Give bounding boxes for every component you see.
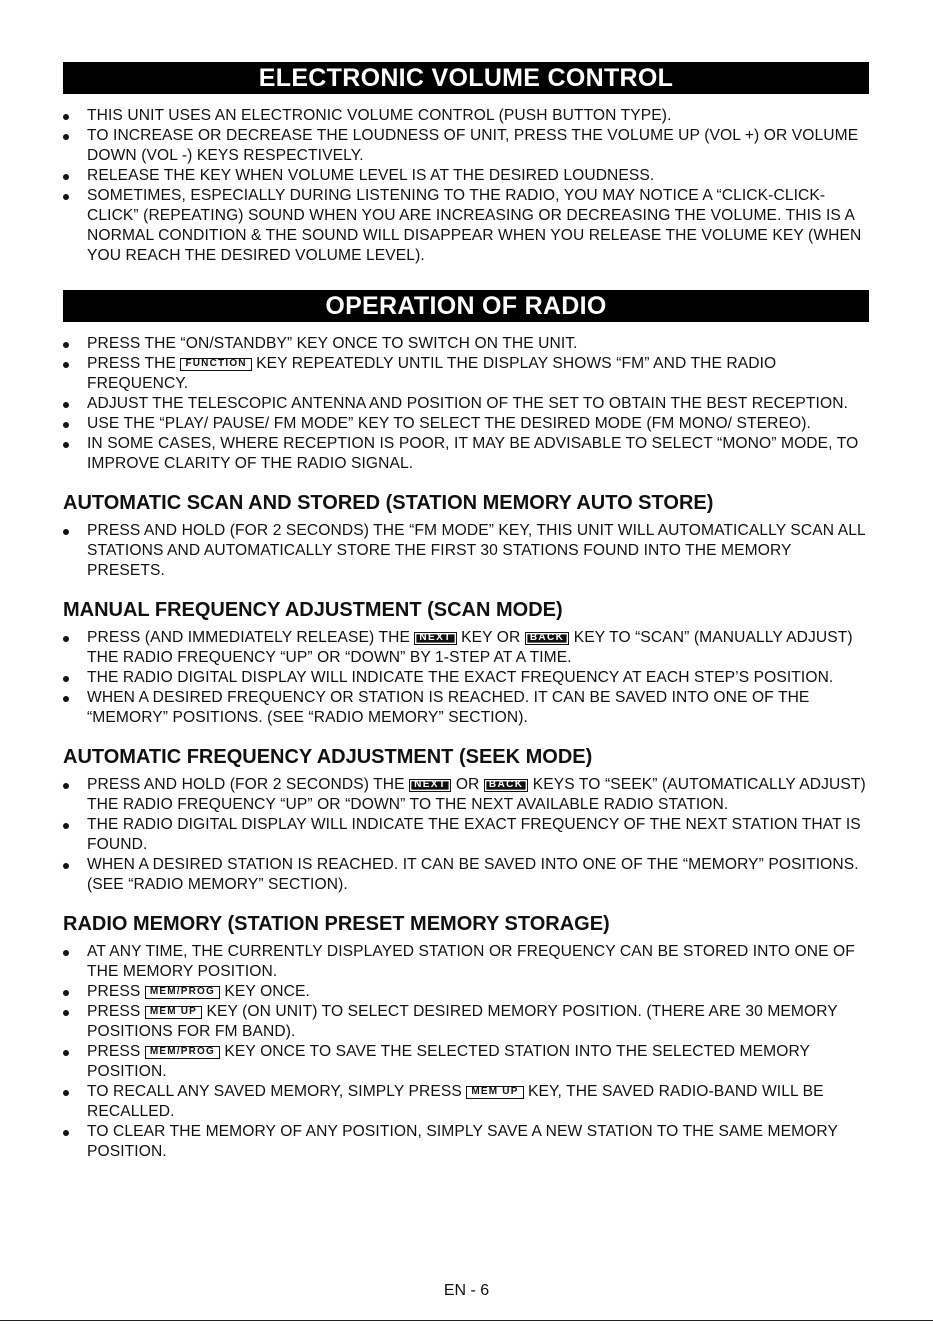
mem-up-key-icon: MEM UP bbox=[466, 1086, 523, 1099]
volume-list bbox=[63, 106, 869, 266]
list-item: THE RADIO DIGITAL DISPLAY WILL INDICATE THE EXACT FREQUENCY AT EACH STEP’S POSITION. bbox=[63, 668, 869, 688]
page-number: EN - 6 bbox=[443, 1282, 490, 1299]
section-banner-volume: ELECTRONIC VOLUME CONTROL bbox=[63, 62, 869, 94]
manual-list bbox=[63, 628, 869, 728]
list-item bbox=[63, 775, 869, 815]
back-key-icon: BACK bbox=[525, 632, 570, 645]
heading-radio-memory: RADIO MEMORY (STATION PRESET MEMORY STORAGE) bbox=[63, 913, 610, 935]
list-item: RELEASE THE KEY WHEN VOLUME LEVEL IS AT THE DESIRED LOUDNESS. bbox=[63, 166, 869, 186]
function-key-icon: FUNCTION bbox=[180, 358, 251, 371]
manual-page bbox=[63, 62, 869, 1162]
list-item: PRESS THE “ON/STANDBY” KEY ONCE TO SWITCH ON THE UNIT. bbox=[63, 334, 869, 354]
item-text: KEY ONCE. bbox=[224, 983, 310, 1000]
list-item: TO CLEAR THE MEMORY OF ANY POSITION, SIMPLY SAVE A NEW STATION TO THE SAME MEMORY POSITION. bbox=[63, 1122, 869, 1162]
list-item: TO INCREASE OR DECREASE THE LOUDNESS OF UNIT, PRESS THE VOLUME UP (VOL +) OR VOLUME DOWN (VOL -) KEYS RESPECTIVELY. bbox=[63, 126, 869, 166]
list-item: THE RADIO DIGITAL DISPLAY WILL INDICATE THE EXACT FREQUENCY OF THE NEXT STATION THAT IS FOUND. bbox=[63, 815, 869, 855]
list-item: IN SOME CASES, WHERE RECEPTION IS POOR, IT MAY BE ADVISABLE TO SELECT “MONO” MODE, TO IMPROVE CLARITY OF THE RADIO SIGNAL. bbox=[63, 434, 869, 474]
list-item: THIS UNIT USES AN ELECTRONIC VOLUME CONTROL (PUSH BUTTON TYPE). bbox=[63, 106, 869, 126]
next-key-icon: NEXT bbox=[409, 779, 451, 792]
mem-prog-key-icon: MEM/PROG bbox=[145, 986, 220, 999]
item-text: KEY (ON UNIT) TO SELECT DESIRED MEMORY POSITION. (THERE ARE 30 MEMORY POSITIONS FOR FM BAND). bbox=[87, 1003, 838, 1040]
item-text: PRESS THE bbox=[87, 355, 177, 372]
list-item: PRESS AND HOLD (FOR 2 SECONDS) THE “FM MODE” KEY, THIS UNIT WILL AUTOMATICALLY SCAN ALL STATIONS AND AUTOMATICALLY STORE THE FIRST 30 STATIONS FOUND INTO THE MEMORY PRESETS. bbox=[63, 521, 869, 581]
item-text: KEY REPEATEDLY UNTIL THE DISPLAY SHOWS “FM” AND THE RADIO FREQUENCY. bbox=[87, 355, 777, 392]
item-text: PRESS bbox=[87, 1003, 141, 1020]
list-item: SOMETIMES, ESPECIALLY DURING LISTENING TO THE RADIO, YOU MAY NOTICE A “CLICK-CLICK-CLICK” (REPEATING) SOUND WHEN YOU ARE INCREASING OR DECREASING THE VOLUME. THIS IS A NORMAL CONDITION & THE SOUND WILL DISAPPEAR WHEN YOU RELEASE THE VOLUME KEY (WHEN YOU REACH THE DESIRED VOLUME LEVEL). bbox=[63, 186, 869, 266]
seek-list bbox=[63, 775, 869, 895]
heading-manual-frequency: MANUAL FREQUENCY ADJUSTMENT (SCAN MODE) bbox=[63, 599, 563, 621]
radio-list bbox=[63, 334, 869, 474]
item-text: TO RECALL ANY SAVED MEMORY, SIMPLY PRESS bbox=[87, 1083, 462, 1100]
list-item bbox=[63, 1002, 869, 1042]
item-text: OR bbox=[455, 776, 480, 793]
list-item: ADJUST THE TELESCOPIC ANTENNA AND POSITION OF THE SET TO OBTAIN THE BEST RECEPTION. bbox=[63, 394, 869, 414]
item-text: KEY ONCE TO SAVE THE SELECTED STATION INTO THE SELECTED MEMORY POSITION. bbox=[87, 1043, 810, 1080]
list-item bbox=[63, 982, 869, 1002]
item-text: KEY TO “SCAN” (MANUALLY ADJUST) THE RADIO FREQUENCY “UP” OR “DOWN” BY 1-STEP AT A TIME. bbox=[87, 629, 853, 666]
list-item bbox=[63, 628, 869, 668]
page-bottom-divider bbox=[0, 1320, 933, 1321]
memory-list bbox=[63, 942, 869, 1162]
mem-up-key-icon: MEM UP bbox=[145, 1006, 202, 1019]
item-text: KEY, THE SAVED RADIO-BAND WILL BE RECALLED. bbox=[87, 1083, 824, 1120]
item-text: KEYS TO “SEEK” (AUTOMATICALLY ADJUST) THE RADIO FREQUENCY “UP” OR “DOWN” TO THE NEXT AVAILABLE RADIO STATION. bbox=[87, 776, 866, 813]
section-banner-radio: OPERATION OF RADIO bbox=[63, 290, 869, 322]
list-item bbox=[63, 354, 869, 394]
list-item: AT ANY TIME, THE CURRENTLY DISPLAYED STATION OR FREQUENCY CAN BE STORED INTO ONE OF THE MEMORY POSITION. bbox=[63, 942, 869, 982]
heading-auto-scan: AUTOMATIC SCAN AND STORED (STATION MEMORY AUTO STORE) bbox=[63, 492, 714, 514]
auto-scan-list bbox=[63, 521, 869, 581]
list-item bbox=[63, 1082, 869, 1122]
list-item: WHEN A DESIRED FREQUENCY OR STATION IS REACHED. IT CAN BE SAVED INTO ONE OF THE “MEMORY” POSITIONS. (SEE “RADIO MEMORY” SECTION). bbox=[63, 688, 869, 728]
list-item bbox=[63, 1042, 869, 1082]
next-key-icon: NEXT bbox=[414, 632, 456, 645]
mem-prog-key-icon: MEM/PROG bbox=[145, 1046, 220, 1059]
back-key-icon: BACK bbox=[484, 779, 529, 792]
list-item: USE THE “PLAY/ PAUSE/ FM MODE” KEY TO SELECT THE DESIRED MODE (FM MONO/ STEREO). bbox=[63, 414, 869, 434]
item-text: PRESS (AND IMMEDIATELY RELEASE) THE bbox=[87, 629, 410, 646]
item-text: PRESS bbox=[87, 1043, 141, 1060]
item-text: PRESS AND HOLD (FOR 2 SECONDS) THE bbox=[87, 776, 405, 793]
item-text: KEY OR bbox=[461, 629, 521, 646]
item-text: PRESS bbox=[87, 983, 141, 1000]
heading-seek-mode: AUTOMATIC FREQUENCY ADJUSTMENT (SEEK MODE) bbox=[63, 746, 593, 768]
list-item: WHEN A DESIRED STATION IS REACHED. IT CAN BE SAVED INTO ONE OF THE “MEMORY” POSITIONS. (SEE “RADIO MEMORY” SECTION). bbox=[63, 855, 869, 895]
